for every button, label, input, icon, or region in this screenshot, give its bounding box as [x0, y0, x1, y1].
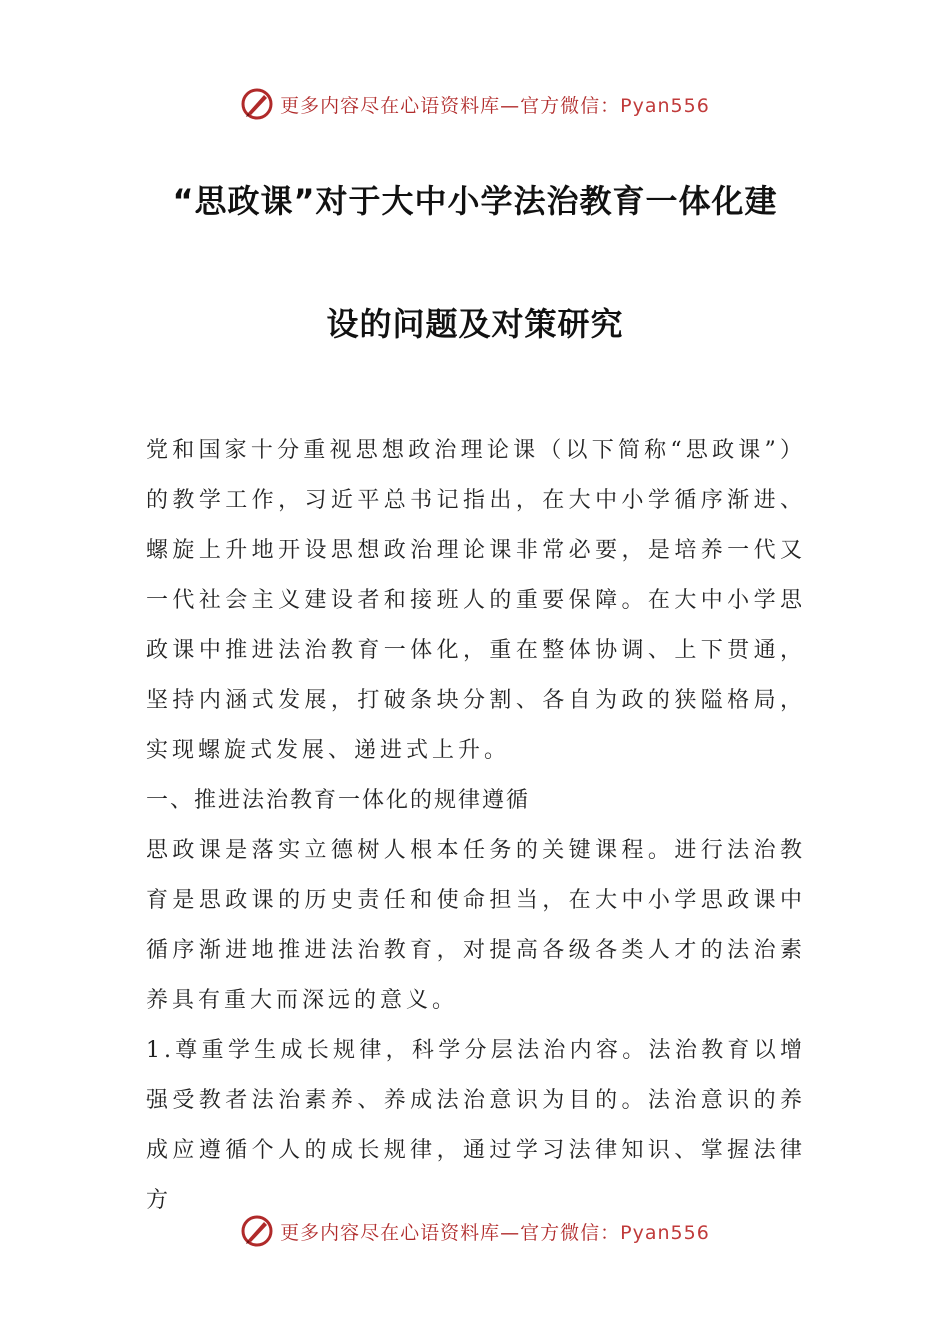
- watermark-text: 更多内容尽在心语资料库—官方微信：Pyan556: [280, 94, 710, 117]
- document-title-line-1: “思政课”对于大中小学法治教育一体化建: [172, 182, 778, 220]
- paragraph-intro: 党和国家十分重视思想政治理论课（以下简称“思政课”）的教学工作，习近平总书记指出，在大中小学循序渐进、螺旋上升地开设思想政治理论课非常必要，是培养一代又一代社会主义建设者和接班人的重要保障。在大中小学思政课中推进法治教育一体化，重在整体协调、上下贯通，坚持内涵式发展，打破条块分割、各自为政的狭隘格局，实现螺旋式发展、递进式上升。: [146, 438, 806, 763]
- watermark-text: 更多内容尽在心语资料库—官方微信：Pyan556: [280, 1221, 710, 1244]
- document-title-line-2: 设的问题及对策研究: [326, 305, 624, 343]
- pen-logo-icon: [240, 87, 274, 121]
- watermark-header: [0, 84, 950, 124]
- watermark-footer: [0, 1211, 950, 1251]
- watermark-wechat-id: Pyan556: [620, 94, 710, 117]
- document-body: [146, 426, 806, 1226]
- paragraph-2: 思政课是落实立德树人根本任务的关键课程。进行法治教育是思政课的历史责任和使命担当，在大中小学思政课中循序渐进地推进法治教育，对提高各级各类人才的法治素养具有重大而深远的意义。: [146, 838, 806, 1013]
- paragraph-3: 1.尊重学生成长规律，科学分层法治内容。法治教育以增强受教者法治素养、养成法治意识为目的。法治意识的养成应遵循个人的成长规律，通过学习法律知识、掌握法律方: [146, 1038, 806, 1213]
- watermark-wechat-id: Pyan556: [620, 1221, 710, 1244]
- pen-logo-icon: [240, 1214, 274, 1248]
- section-heading-1: 一、推进法治教育一体化的规律遵循: [146, 788, 531, 813]
